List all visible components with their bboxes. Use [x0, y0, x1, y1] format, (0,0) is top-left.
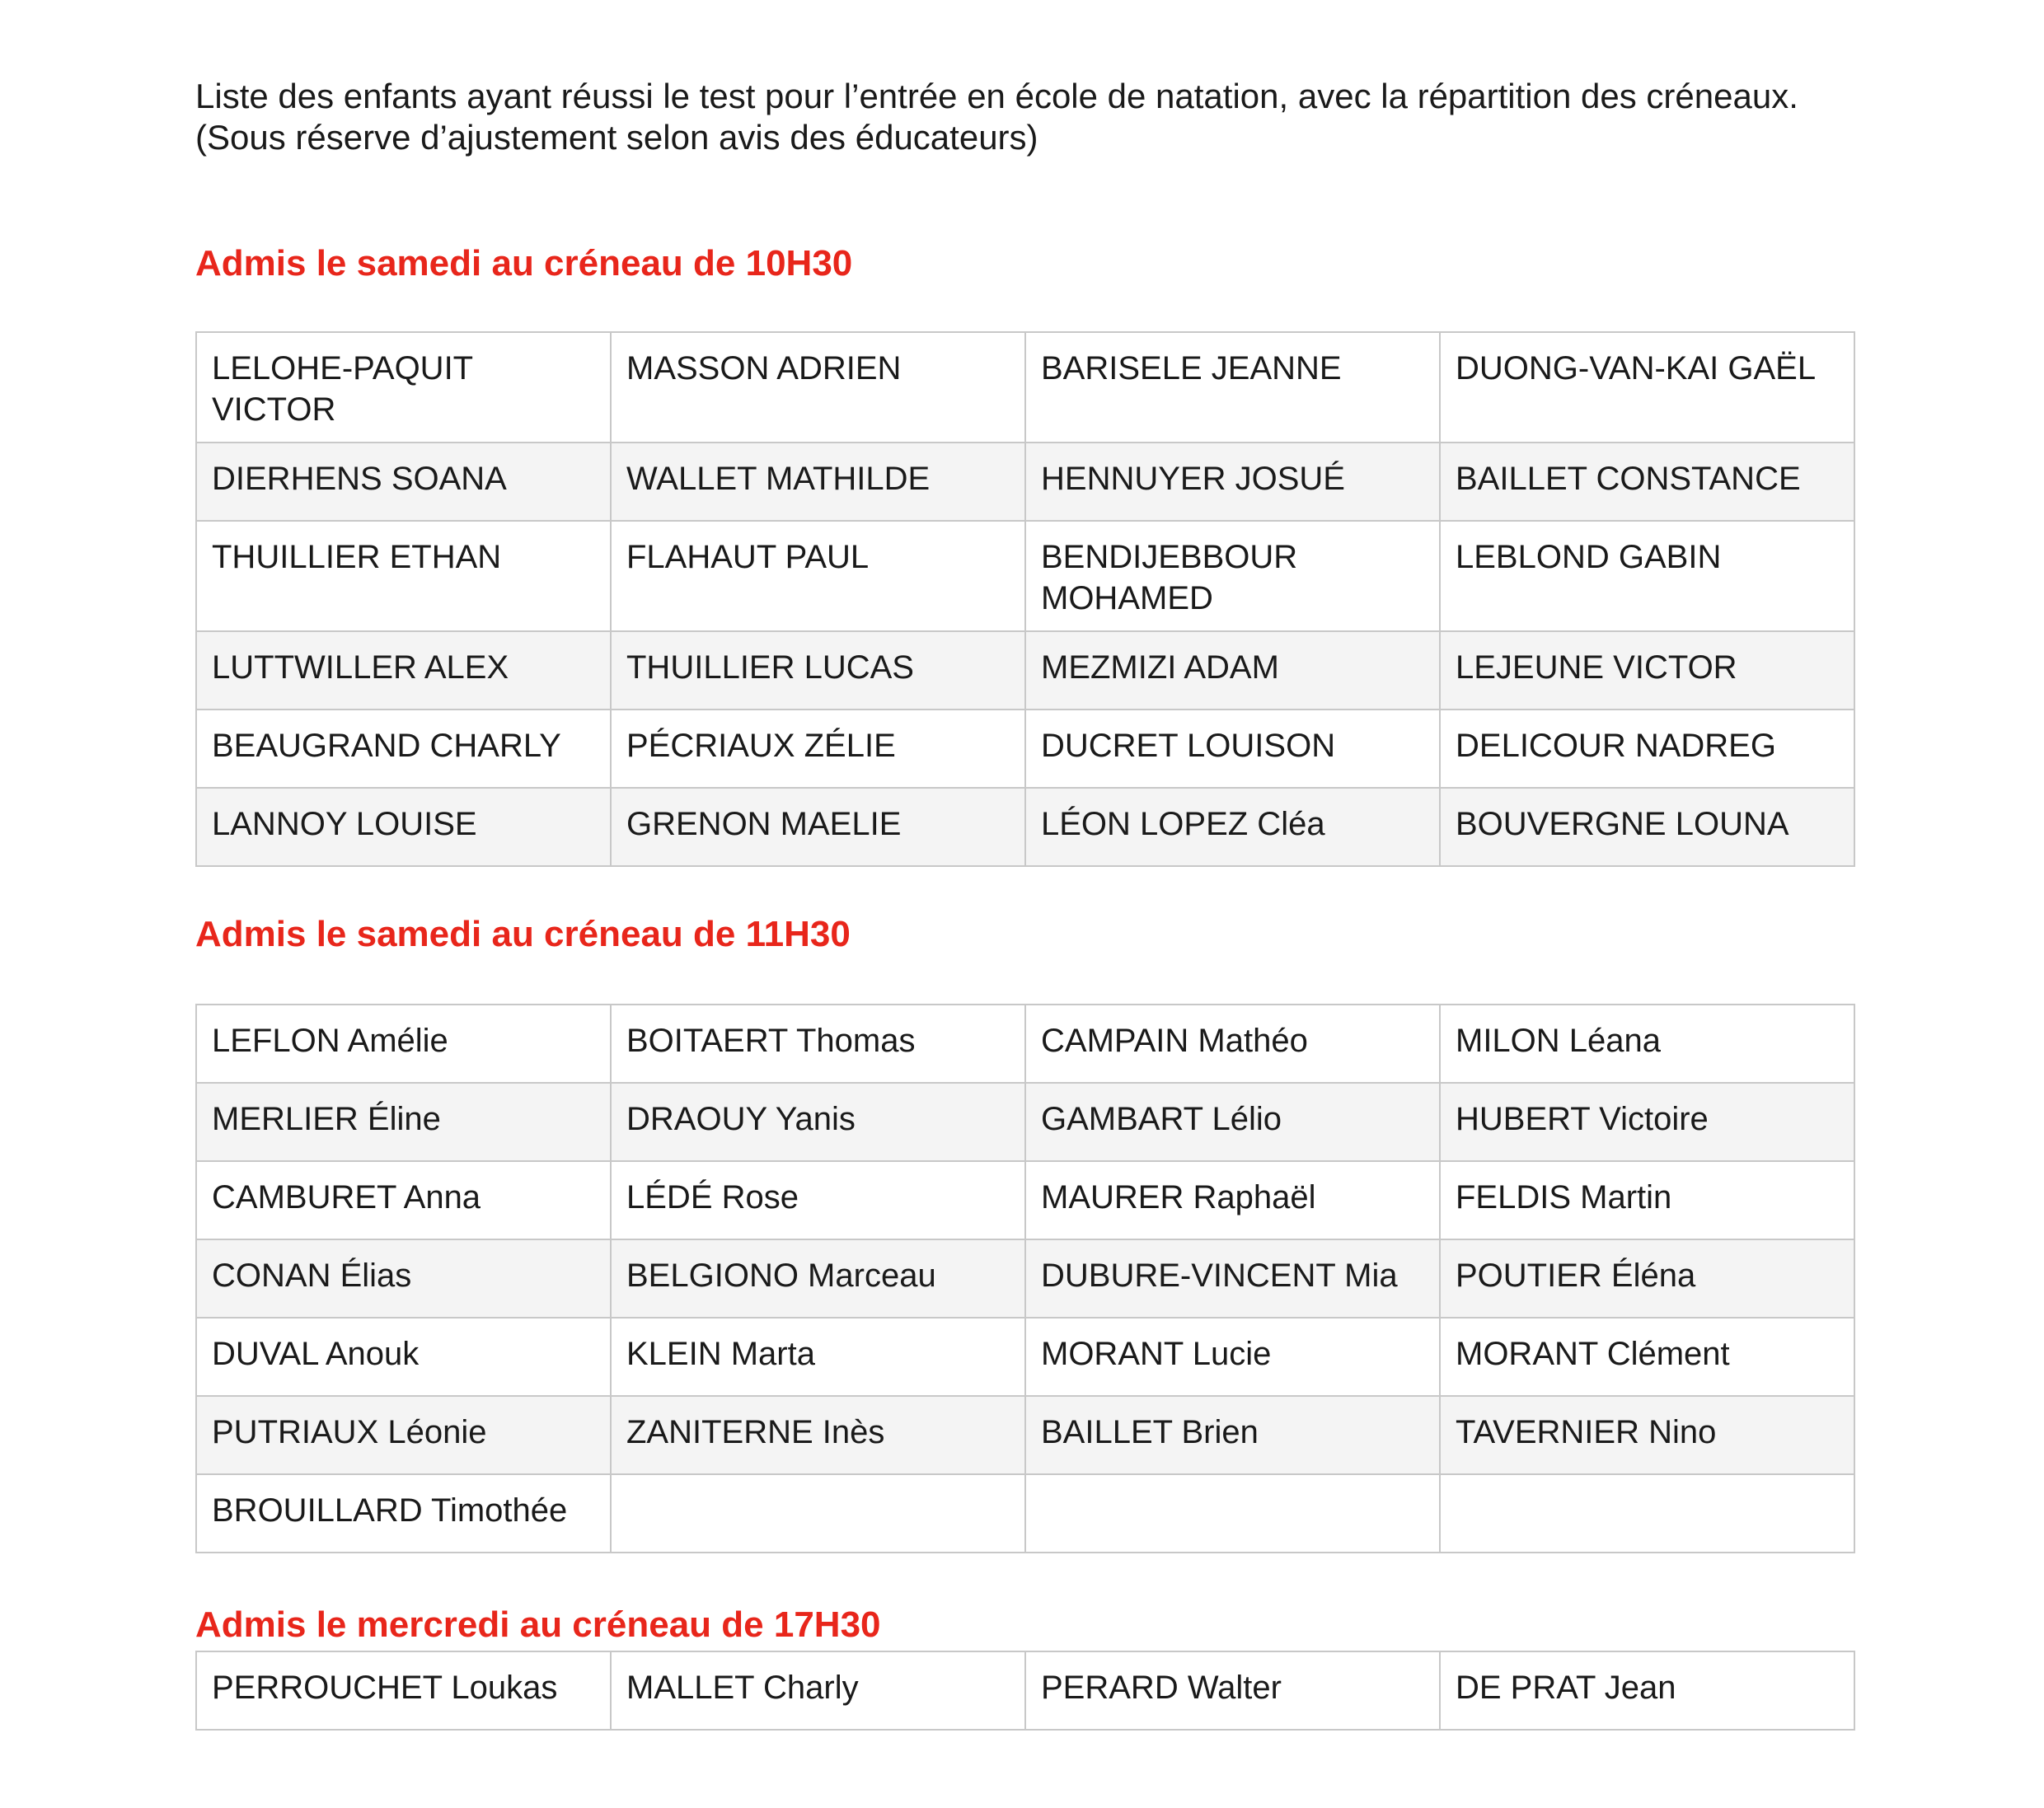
table-cell: CAMBURET Anna: [196, 1161, 611, 1239]
table-cell: PERARD Walter: [1025, 1651, 1440, 1730]
roster-table-mercredi-17h30: [195, 1651, 1855, 1731]
table-row: [196, 332, 1854, 443]
table-row: [196, 1005, 1854, 1083]
table-cell: POUTIER Éléna: [1440, 1239, 1854, 1318]
table-cell: DUCRET LOUISON: [1025, 710, 1440, 788]
table-row: [196, 443, 1854, 521]
table-cell: BENDIJEBBOUR MOHAMED: [1025, 521, 1440, 631]
table-cell: PUTRIAUX Léonie: [196, 1396, 611, 1474]
table-row: [196, 1474, 1854, 1553]
table-cell: FLAHAUT PAUL: [611, 521, 1025, 631]
table-cell: MALLET Charly: [611, 1651, 1025, 1730]
table-cell: DUONG-VAN-KAI GAËL: [1440, 332, 1854, 443]
table-cell: GRENON MAELIE: [611, 788, 1025, 866]
table-cell: DIERHENS SOANA: [196, 443, 611, 521]
table-cell: PERROUCHET Loukas: [196, 1651, 611, 1730]
table-cell: CONAN Élias: [196, 1239, 611, 1318]
section-title-samedi-10h30: Admis le samedi au créneau de 10H30: [195, 243, 853, 283]
table-cell: MERLIER Éline: [196, 1083, 611, 1161]
table-cell: DUBURE-VINCENT Mia: [1025, 1239, 1440, 1318]
table-row: [196, 631, 1854, 710]
table-cell: DE PRAT Jean: [1440, 1651, 1854, 1730]
table-cell: DUVAL Anouk: [196, 1318, 611, 1396]
table-cell: CAMPAIN Mathéo: [1025, 1005, 1440, 1083]
table-row: [196, 1161, 1854, 1239]
table-cell: BEAUGRAND CHARLY: [196, 710, 611, 788]
table-cell: BARISELE JEANNE: [1025, 332, 1440, 443]
table-row: [196, 1239, 1854, 1318]
table-cell: PÉCRIAUX ZÉLIE: [611, 710, 1025, 788]
table-row: [196, 1396, 1854, 1474]
table-cell: KLEIN Marta: [611, 1318, 1025, 1396]
table-row: [196, 788, 1854, 866]
table-cell: HENNUYER JOSUÉ: [1025, 443, 1440, 521]
intro-text: Liste des enfants ayant réussi le test pour l’entrée en école de natation, avec la répartition des créneaux. (Sous réserve d’ajustement selon avis des éducateurs): [195, 77, 1798, 157]
table-row: [196, 1651, 1854, 1730]
table-row: [196, 1318, 1854, 1396]
table-cell: [1025, 1474, 1440, 1553]
table-cell: MILON Léana: [1440, 1005, 1854, 1083]
table-cell: LEBLOND GABIN: [1440, 521, 1854, 631]
table-cell: THUILLIER ETHAN: [196, 521, 611, 631]
table-cell: FELDIS Martin: [1440, 1161, 1854, 1239]
table-cell: THUILLIER LUCAS: [611, 631, 1025, 710]
table-cell: BAILLET Brien: [1025, 1396, 1440, 1474]
table-cell: LELOHE-PAQUIT VICTOR: [196, 332, 611, 443]
table-cell: GAMBART Lélio: [1025, 1083, 1440, 1161]
table-cell: LEJEUNE VICTOR: [1440, 631, 1854, 710]
table-cell: MAURER Raphaël: [1025, 1161, 1440, 1239]
table-row: [196, 1083, 1854, 1161]
table-cell: BROUILLARD Timothée: [196, 1474, 611, 1553]
table-cell: BOUVERGNE LOUNA: [1440, 788, 1854, 866]
table-cell: LUTTWILLER ALEX: [196, 631, 611, 710]
table-cell: DRAOUY Yanis: [611, 1083, 1025, 1161]
table-cell: HUBERT Victoire: [1440, 1083, 1854, 1161]
table-cell: MORANT Lucie: [1025, 1318, 1440, 1396]
table-cell: BOITAERT Thomas: [611, 1005, 1025, 1083]
table-cell: BAILLET CONSTANCE: [1440, 443, 1854, 521]
section-title-samedi-11h30: Admis le samedi au créneau de 11H30: [195, 914, 851, 954]
table-cell: DELICOUR NADREG: [1440, 710, 1854, 788]
table-row: [196, 710, 1854, 788]
table-cell: LÉON LOPEZ Cléa: [1025, 788, 1440, 866]
table-row: [196, 521, 1854, 631]
table-cell: LEFLON Amélie: [196, 1005, 611, 1083]
table-cell: LÉDÉ Rose: [611, 1161, 1025, 1239]
table-cell: BELGIONO Marceau: [611, 1239, 1025, 1318]
table-cell: LANNOY LOUISE: [196, 788, 611, 866]
table-cell: [611, 1474, 1025, 1553]
table-cell: TAVERNIER Nino: [1440, 1396, 1854, 1474]
table-cell: MASSON ADRIEN: [611, 332, 1025, 443]
table-cell: WALLET MATHILDE: [611, 443, 1025, 521]
section-title-mercredi-17h30: Admis le mercredi au créneau de 17H30: [195, 1604, 881, 1645]
table-cell: MORANT Clément: [1440, 1318, 1854, 1396]
roster-table-samedi-10h30: [195, 331, 1855, 867]
table-cell: ZANITERNE Inès: [611, 1396, 1025, 1474]
roster-table-samedi-11h30: [195, 1004, 1855, 1553]
table-cell: [1440, 1474, 1854, 1553]
table-cell: MEZMIZI ADAM: [1025, 631, 1440, 710]
